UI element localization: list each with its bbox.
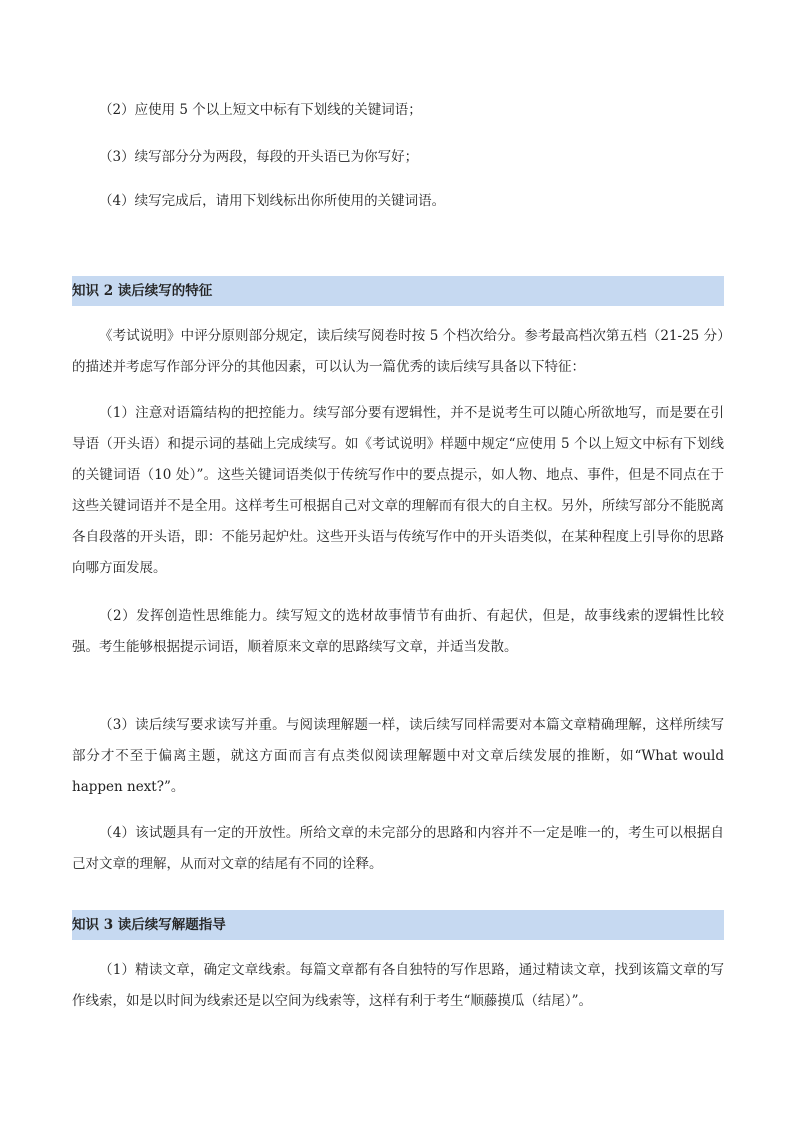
feature-1: （1）注意对语篇结构的把控能力。续写部分要有逻辑性，并不是说考生可以随心所欲地写，而是要在引导语（开头语）和提示词的基础上完成续写。如《考试说明》样题中规定“应使用 5 个以上短文中标有下划线的关键词语（10 处）”。这些关键词语类似于传统写作中的要点提示，如人物、地点、事件，但是不同点在于这些关键词语并不是全用。这样考生可根据自己对文章的理解而有很大的自主权。另外，所续写部分不能脱离各自段落的开头语，即：不能另起炉灶。这些开头语与传统写作中的开头语类似，在某种程度上引导你的思路向哪方面发展。 xyxy=(72,405,724,576)
guide-1: （1）精读文章，确定文章线索。每篇文章都有各自独特的写作思路，通过精读文章，找到该篇文章的写作线索，如是以时间为线索还是以空间为线索等，这样有利于考生“顺藤摸瓜（结尾）”。 xyxy=(72,962,724,1009)
requirement-3: （3）续写部分分为两段，每段的开头语已为你写好； xyxy=(99,149,419,165)
feature-3: （3）读后续写要求读写并重。与阅读理解题一样，读后续写同样需要对本篇文章精确理解，这样所续写部分才不至于偏离主题，就这方面而言有点类似阅读理解题中对文章后续发展的推断，如“What would happen next?”。 xyxy=(72,717,724,795)
requirement-4: （4）续写完成后，请用下划线标出你所使用的关键词语。 xyxy=(99,193,446,209)
feature-4: （4）该试题具有一定的开放性。所给文章的未完部分的思路和内容并不一定是唯一的，考生可以根据自己对文章的理解，从而对文章的结尾有不同的诠释。 xyxy=(72,825,724,872)
section2-intro: 《考试说明》中评分原则部分规定，读后续写阅卷时按 5 个档次给分。参考最高档次第五档（21-25 分）的描述并考虑写作部分评分的其他因素，可以认为一篇优秀的读后续写具备以下特征： xyxy=(72,328,724,375)
section-heading-3: 知识 3 读后续写解题指导 xyxy=(72,910,724,940)
feature-2: （2）发挥创造性思维能力。续写短文的选材故事情节有曲折、有起伏，但是，故事线索的逻辑性比较强。考生能够根据提示词语，顺着原来文章的思路续写文章，并适当发散。 xyxy=(72,608,724,655)
requirement-2: （2）应使用 5 个以上短文中标有下划线的关键词语； xyxy=(99,102,422,118)
section-heading-2: 知识 2 读后续写的特征 xyxy=(72,276,724,306)
